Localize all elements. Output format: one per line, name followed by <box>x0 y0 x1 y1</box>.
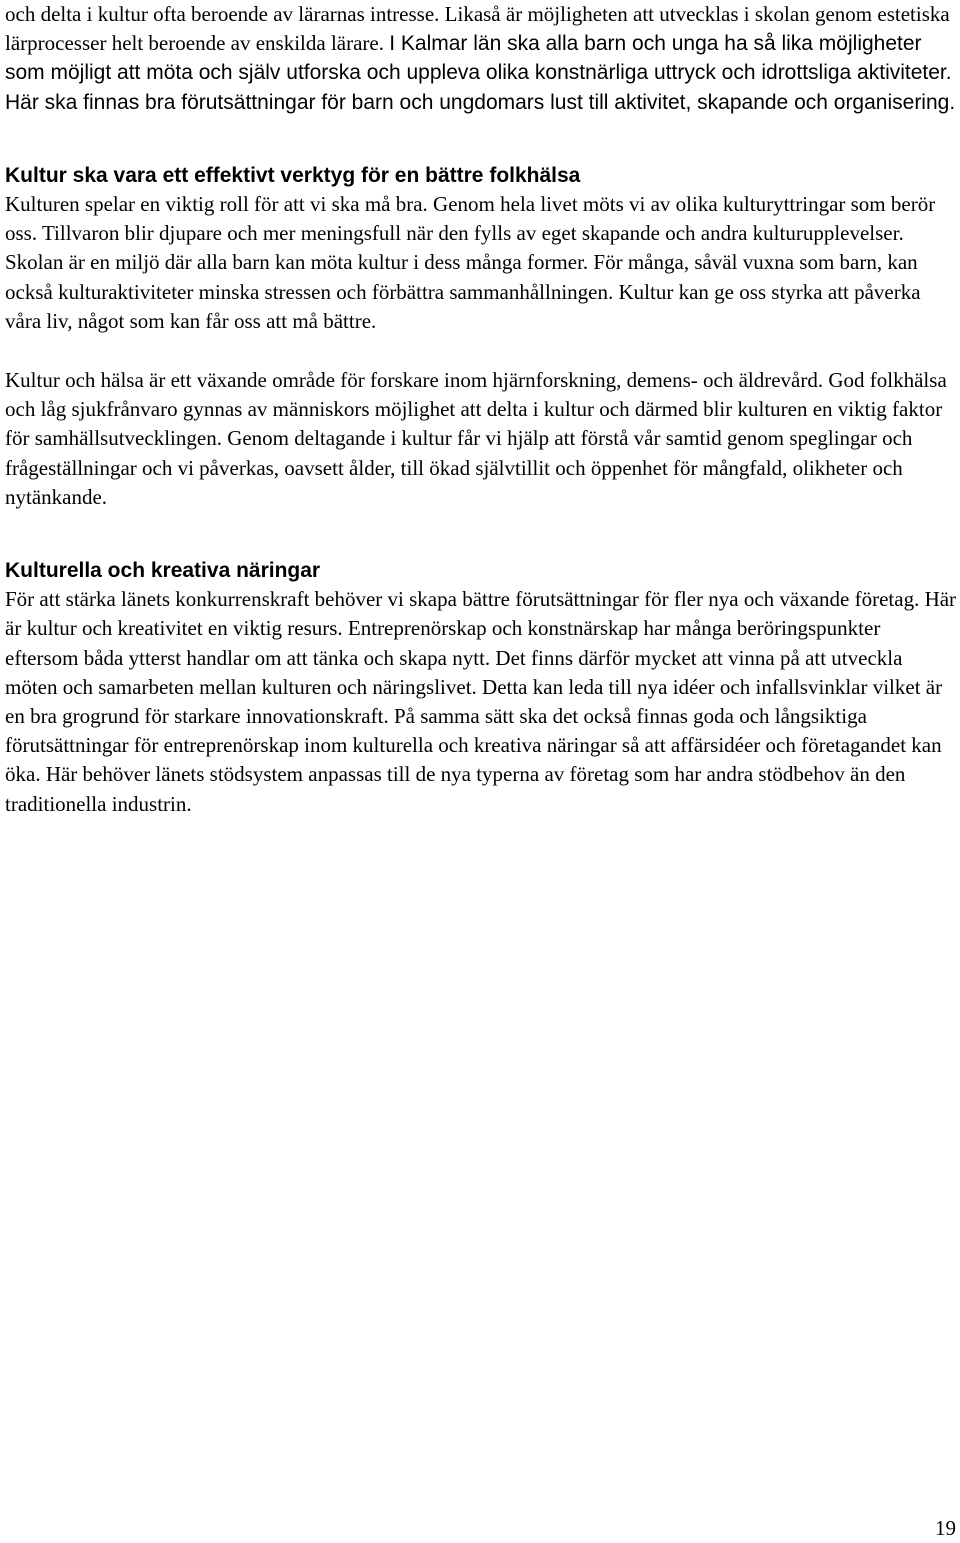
intro-paragraph <box>5 0 957 117</box>
document-page <box>5 0 957 819</box>
intro-serif-text: och delta i kultur ofta beroende av lärarnas intresse. Likaså är möjligheten att utvecklas i skolan genom estetiska lärprocesser helt beroende av enskilda lärare. <box>5 2 950 56</box>
spacer <box>5 117 957 161</box>
paragraph-health-2: Kultur och hälsa är ett växande område för forskare inom hjärnforskning, demens- och äldrevård. God folkhälsa och låg sjukfrånvaro gynnas av människors möjlighet att delta i kultur och därmed blir kulturen en viktig faktor för samhällsutvecklingen. Genom deltagande i kultur får vi hjälp att förstå vår samtid genom speglingar och frågeställningar och vi påverkas, oavsett ålder, till ökad självtillit och öppenhet för mångfald, olikheter och nytänkande. <box>5 368 947 509</box>
spacer <box>5 336 957 366</box>
spacer <box>5 512 957 556</box>
heading-folkhalsa: Kultur ska vara ett effektivt verktyg för en bättre folkhälsa <box>5 163 581 187</box>
paragraph-health-1: Kulturen spelar en viktig roll för att vi ska må bra. Genom hela livet möts vi av olika kulturyttringar som berör oss. Tillvaron blir djupare och mer meningsfull när den fylls av eget skapande och andra kulturupplevelser. Skolan är en miljö där alla barn kan möta kultur i dess många former. För många, såväl vuxna som barn, kan också kulturaktiviteter minska stressen och förbättra sammanhållningen. Kultur kan ge oss styrka att påverka våra liv, något som kan får oss att må bättre. <box>5 192 936 333</box>
intro-sans-text: I Kalmar län ska alla barn och unga ha så lika möjligheter som möjligt att möta och själv utforska och uppleva olika konstnärliga uttryck och idrottsliga aktiviteter. Här ska finnas bra förutsättningar för barn och ungdomars lust till aktivitet, skapande och organisering. <box>5 32 956 114</box>
page-number: 19 <box>935 1516 956 1540</box>
heading-kreativa-naringar: Kulturella och kreativa näringar <box>5 559 321 583</box>
paragraph-creative-1: För att stärka länets konkurrenskraft behöver vi skapa bättre förutsättningar för fler nya och växande företag. Här är kultur och kreativitet en viktig resurs. Entreprenörskap och konstnärskap har många beröringspunkter eftersom båda ytterst handlar om att tänka och skapa nytt. Det finns därför mycket att vinna på att utveckla möten och samarbeten mellan kulturen och näringslivet. Detta kan leda till nya idéer och infallsvinklar vilket är en bra grogrund för starkare innovationskraft. På samma sätt ska det också finnas goda och långsiktiga förutsättningar för entreprenörskap inom kulturella och kreativa näringar så att affärsidéer och företagandet kan öka. Här behöver länets stödsystem anpassas till de nya typerna av företag som har andra stödbehov än den traditionella industrin. <box>5 587 957 816</box>
